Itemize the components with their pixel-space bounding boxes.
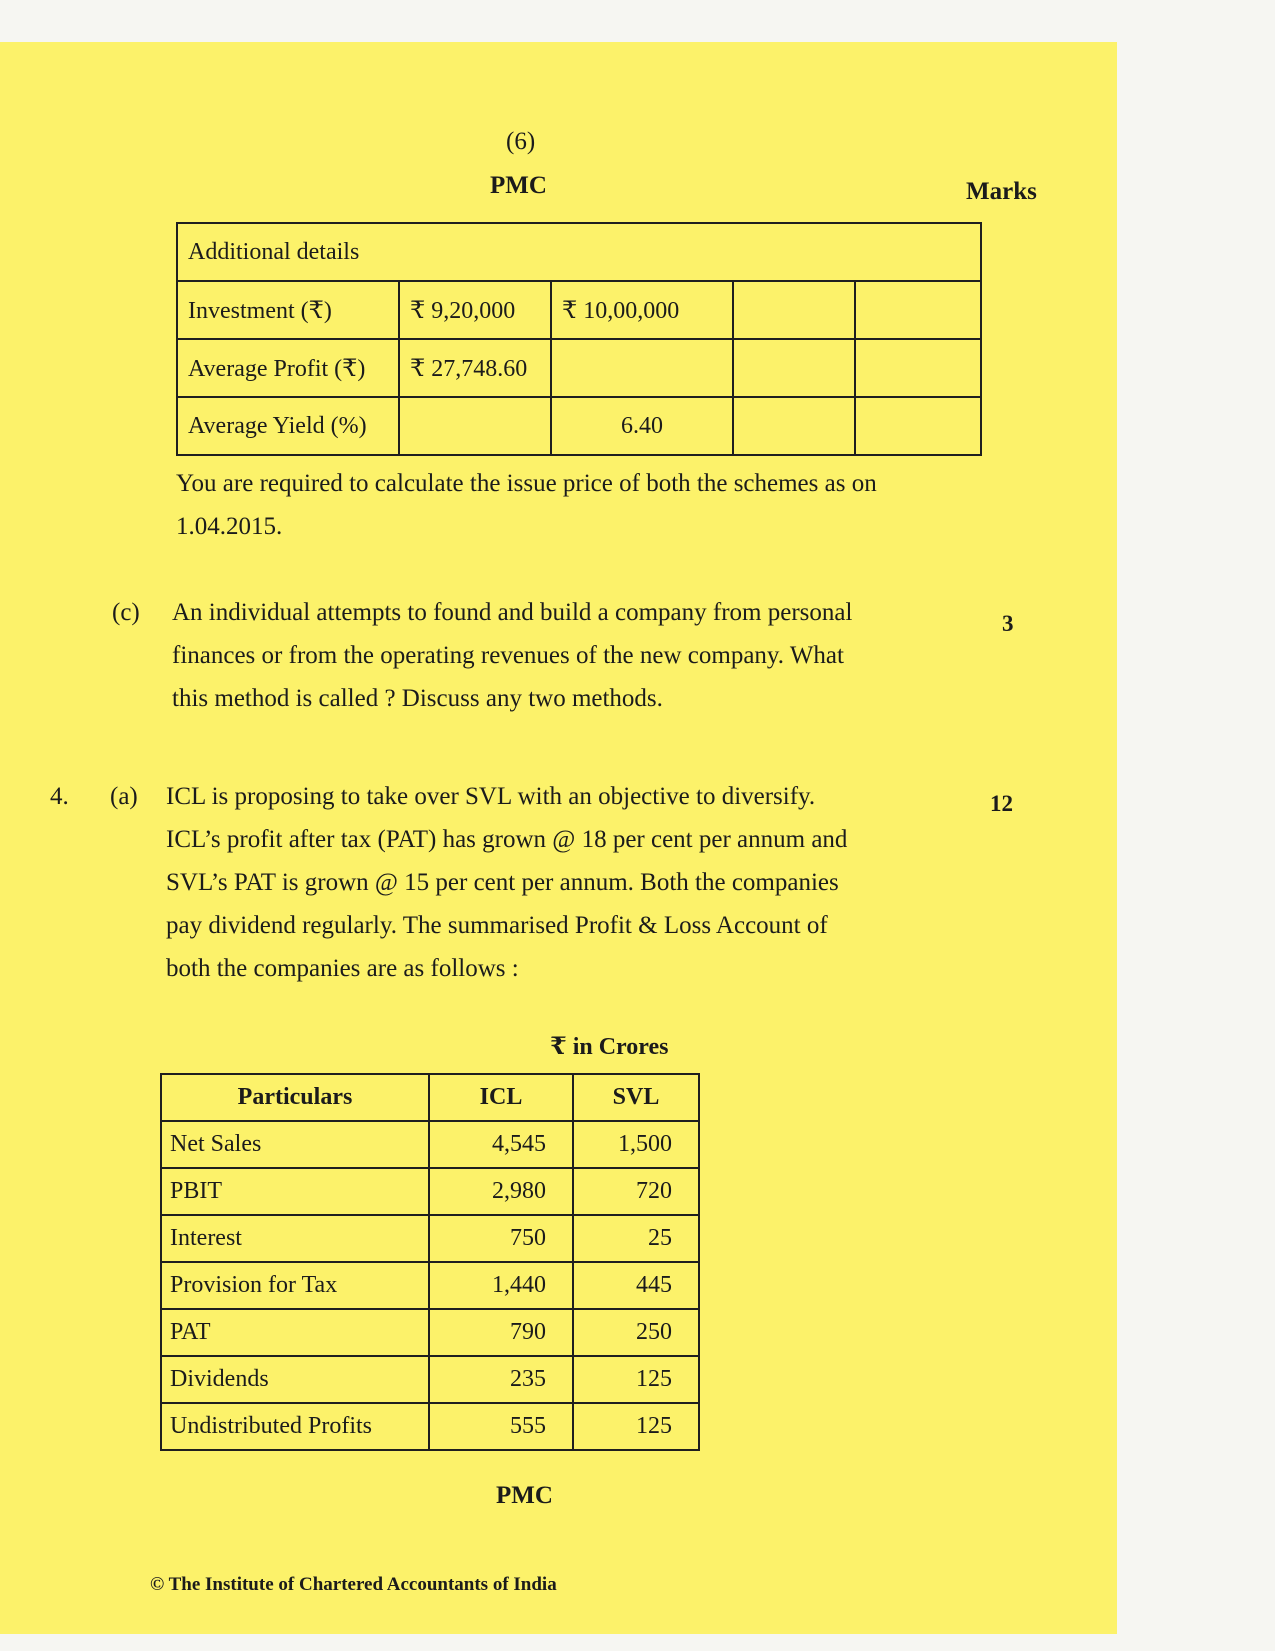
question-b-closing: You are required to calculate the issue price of both the schemes as on 1.04.2015. bbox=[176, 470, 877, 540]
page-number: (6) bbox=[506, 128, 536, 155]
table-cell: 235 bbox=[429, 1356, 573, 1403]
table-cell: Average Profit (₹) bbox=[177, 339, 399, 397]
table-cell: 1,500 bbox=[573, 1121, 699, 1168]
table-cell: ₹ 27,748.60 bbox=[399, 339, 551, 397]
paper-code-top: PMC bbox=[490, 172, 547, 199]
table-row bbox=[177, 223, 981, 281]
question-4-number: 4. bbox=[50, 783, 69, 810]
marks-column-label: Marks bbox=[966, 178, 1037, 205]
table-cell: 4,545 bbox=[429, 1121, 573, 1168]
table-cell: Investment (₹) bbox=[177, 281, 399, 339]
table-cell: 2,980 bbox=[429, 1168, 573, 1215]
table-cell: 750 bbox=[429, 1215, 573, 1262]
table-row bbox=[177, 397, 981, 455]
question-c-marks: 3 bbox=[1002, 611, 1014, 636]
table-cell: 25 bbox=[573, 1215, 699, 1262]
table-cell: 125 bbox=[573, 1356, 699, 1403]
table-cell bbox=[855, 281, 981, 339]
question-4a-text: ICL is proposing to take over SVL with an objective to diversify. ICL’s profit after tax (PAT) has grown @ 18 per cent per annum and SVL’s PAT is grown @ 15 per cent per annum. Both the companies pay dividend regularly. The summarised Profit & Loss Account of both the companies are as follows : bbox=[166, 783, 848, 982]
table-title-cell: Additional details bbox=[177, 223, 981, 281]
table-cell: PBIT bbox=[161, 1168, 429, 1215]
table-row bbox=[161, 1309, 699, 1356]
table-header-row bbox=[161, 1074, 699, 1121]
table-cell: Interest bbox=[161, 1215, 429, 1262]
table-row bbox=[161, 1168, 699, 1215]
table-cell: 125 bbox=[573, 1403, 699, 1450]
question-4a-label: (a) bbox=[110, 783, 138, 810]
table-cell: Average Yield (%) bbox=[177, 397, 399, 455]
paper-code-bottom: PMC bbox=[496, 1482, 553, 1509]
table-cell bbox=[733, 281, 855, 339]
copyright-footer: © The Institute of Chartered Accountants of India bbox=[150, 1574, 557, 1595]
table-cell: 445 bbox=[573, 1262, 699, 1309]
header-icl: ICL bbox=[429, 1074, 573, 1121]
table-cell: 790 bbox=[429, 1309, 573, 1356]
table-row bbox=[161, 1403, 699, 1450]
table-cell: Dividends bbox=[161, 1356, 429, 1403]
table-cell: 250 bbox=[573, 1309, 699, 1356]
table-cell: ₹ 9,20,000 bbox=[399, 281, 551, 339]
profit-loss-table bbox=[160, 1073, 700, 1451]
question-4a-marks: 12 bbox=[990, 791, 1013, 816]
currency-unit-label: ₹ in Crores bbox=[550, 1034, 669, 1060]
table-cell bbox=[855, 397, 981, 455]
table-cell: Net Sales bbox=[161, 1121, 429, 1168]
table-row bbox=[161, 1262, 699, 1309]
table-cell bbox=[855, 339, 981, 397]
question-c-text: An individual attempts to found and build a company from personal finances or from the operating revenues of the new company. What this method is called ? Discuss any two methods. bbox=[172, 599, 853, 712]
table-cell: PAT bbox=[161, 1309, 429, 1356]
table-cell: ₹ 10,00,000 bbox=[551, 281, 733, 339]
table-cell: 720 bbox=[573, 1168, 699, 1215]
table-cell: 555 bbox=[429, 1403, 573, 1450]
table-cell bbox=[733, 339, 855, 397]
table-row bbox=[161, 1356, 699, 1403]
table-row bbox=[161, 1215, 699, 1262]
table-cell bbox=[551, 339, 733, 397]
table-cell bbox=[733, 397, 855, 455]
table-row bbox=[177, 339, 981, 397]
header-particulars: Particulars bbox=[161, 1074, 429, 1121]
table-cell: 1,440 bbox=[429, 1262, 573, 1309]
additional-details-table bbox=[176, 222, 982, 456]
table-cell: 6.40 bbox=[551, 397, 733, 455]
table-cell bbox=[399, 397, 551, 455]
table-cell: Provision for Tax bbox=[161, 1262, 429, 1309]
table-row bbox=[161, 1121, 699, 1168]
question-c-label: (c) bbox=[112, 599, 140, 626]
header-svl: SVL bbox=[573, 1074, 699, 1121]
table-cell: Undistributed Profits bbox=[161, 1403, 429, 1450]
table-row bbox=[177, 281, 981, 339]
